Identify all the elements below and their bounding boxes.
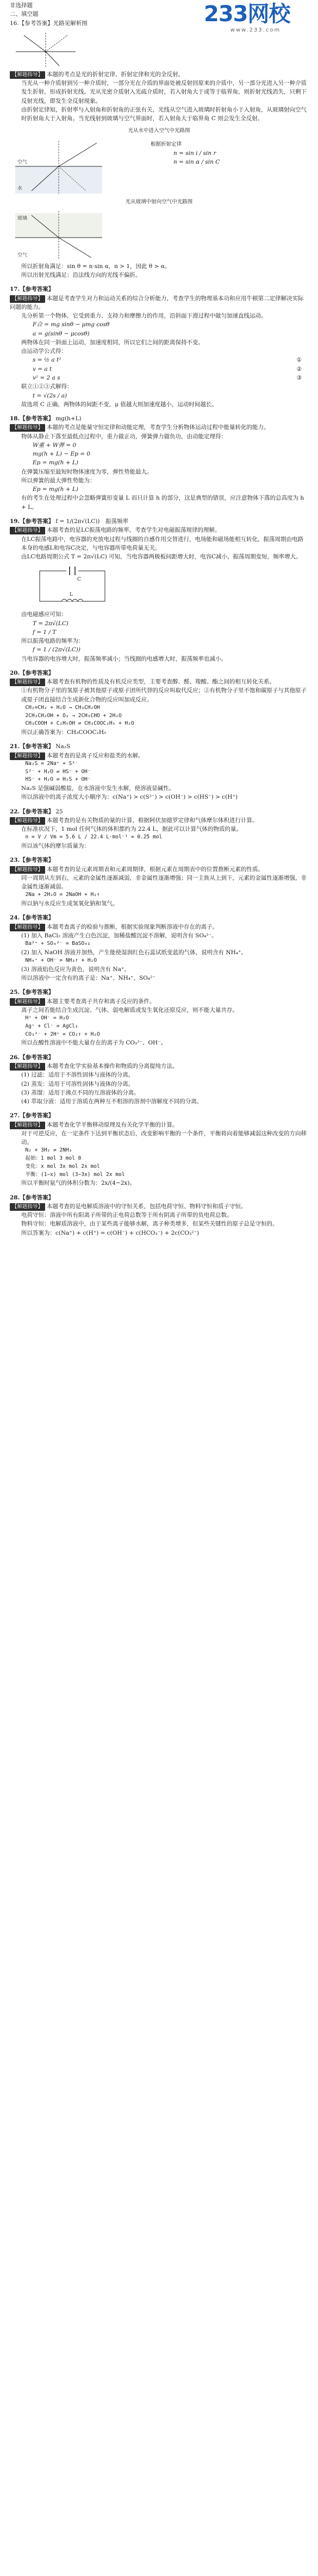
q17-p3: 两物体在同一斜面上运动，加速度相同，所以它们之间的距离保持不变。 <box>21 339 204 346</box>
q19-p4: 由电磁感应可知： <box>21 611 67 618</box>
q17-eqA: s = ½ a t² <box>33 357 61 364</box>
q19-sub-value: 振荡频率 <box>105 518 129 525</box>
q17-p4: 由运动学公式得： <box>21 348 67 355</box>
q17-p2: 先分析第一个物体，它受到重力、支持力和摩擦力的作用，沿斜面下滑过程中做匀加速直线运动。 <box>21 313 267 320</box>
q16-fig2-caption: 光从玻璃中射向空气中光路图 <box>125 199 193 206</box>
q24-p3: (2) 加入 NaOH 溶液并加热，产生能使湿润红色石蕊试纸变蓝的气体，说明含有 NH₄⁺。 <box>21 949 247 956</box>
q19-p3: 由LC电路周期公式 T = 2π√(LC) 可知，当电容器两极板间距增大时，电容C减小，振荡周期变短，频率增大。 <box>21 553 302 561</box>
q26-p3: (2) 蒸发：适用于可溶性固体与液体的分离。 <box>21 1080 134 1087</box>
q16-p1: 本题的考点是光的折射定律、折射定律和光的全反射。 <box>47 71 184 78</box>
q26-analysis-tag: 【解题指导】 <box>10 1063 45 1071</box>
q18-eq4: Ep = mg(h + L) <box>33 486 78 493</box>
q27-p4: 变化：x mol 3x mol 2x mol <box>25 1163 100 1169</box>
q26-p1: 本题考查化学实验基本操作和物质的分离提纯方法。 <box>47 1062 178 1069</box>
q18-heading: 18.【参考答案】 <box>10 415 54 422</box>
q19-eq1: T = 2π√(LC) <box>33 620 68 627</box>
q17-heading: 17.【参考答案】 <box>10 286 54 293</box>
q27-analysis-tag: 【解题指导】 <box>10 1122 45 1129</box>
q24-p4: (3) 溶液焰色反应为黄色，说明含有 Na⁺。 <box>21 966 130 973</box>
q19-lc-circuit-diagram <box>32 564 113 608</box>
logo-mark <box>204 2 307 26</box>
q22-eq1: n = V / Vm = 5.6 L / 22.4 L·mol⁻¹ = 0.25 mol <box>25 834 163 841</box>
q27-p1: 本题考查化学平衡移动原理及有关化学平衡的计算。 <box>47 1121 178 1128</box>
q17-eqA-no: ① <box>296 357 302 364</box>
q20-p1: 本题考查有机物的性质及有机反应类型，主要考查醇、醛、羧酸、酯之间的相互转化关系。 <box>47 679 276 686</box>
q24-eq1: Ba²⁺ + SO₄²⁻ = BaSO₄↓ <box>25 941 91 947</box>
q19-p6: 当电容器的电容增大时，振荡频率减小；当线圈的电感增大时，振荡频率也减小。 <box>21 655 227 662</box>
q17-analysis-tag: 【解题指导】 <box>10 295 45 303</box>
q27-eq1: N₂ + 3H₂ ⇌ 2NH₃ <box>25 1147 72 1154</box>
q17-eqC-no: ③ <box>296 375 302 382</box>
q16-p2: 当光从一种介质射到另一种介质时，一部分光在介质的界面处被反射回原来的介质中，另一部分光进入另一种介质发生折射，形成折射光线。光从光密介质射入光疏介质时，若入射角大于或等于临界角，则折射光线消失，只剩下反射光线，即发生全反射现象。 <box>21 80 307 104</box>
q18-p5: 有的考生在处理过程中会忽略弹簧形变量 L 而只计算 h 的部分，这是典型的错误，应注意物体下落的总高度为 h + L。 <box>21 495 304 511</box>
q24-eq2: NH₄⁺ + OH⁻ = NH₃↑ + H₂O <box>25 957 97 964</box>
q17-p6: 故选项 C 正确，两物体的间距不变，μ 值越大则加速度越小，运动时间越长。 <box>21 401 217 408</box>
q24-p5: 所以溶液中一定含有的离子是：Na⁺、NH₄⁺、SO₄²⁻ <box>21 975 155 982</box>
q23-analysis-tag: 【解题指导】 <box>10 866 45 874</box>
logo-subtitle: www.233.com <box>230 27 281 33</box>
q27-p2: 对于可逆反应，在一定条件下达到平衡状态后，改变影响平衡的一个条件，平衡将向着能够减弱这种改变的方向移动。 <box>21 1130 307 1146</box>
q17-eqB-no: ② <box>296 365 302 372</box>
q17-eq2: a = g(sinθ − μcosθ) <box>33 330 90 337</box>
site-logo <box>204 2 307 36</box>
q25-p3: 所以在酸性溶液中不能大量存在的离子为 CO₃²⁻、OH⁻。 <box>21 1040 167 1047</box>
q19-p1: 本题考查的是LC振荡电路的频率，考查学生对电磁振荡规律的理解。 <box>47 527 221 534</box>
svg-text:水: 水 <box>17 186 23 192</box>
q16-note: 所以出射光线满足：沿法线方向的光线不偏折。 <box>21 272 141 279</box>
q22-analysis-tag: 【解题指导】 <box>10 817 45 825</box>
q21-eq1: Na₂S = 2Na⁺ + S²⁻ <box>25 760 78 767</box>
q23-p2: 同一周期从左到右，元素的金属性逐渐减弱，非金属性逐渐增强；同一主族从上到下，元素的金属性逐渐增强，非金属性逐渐减弱。 <box>21 874 307 891</box>
q23-eq1: 2Na + 2H₂O = 2NaOH + H₂↑ <box>25 892 100 898</box>
q27-p3: 起始：1 mol 3 mol 0 <box>25 1155 82 1162</box>
section-subtitle: 二、填空题 <box>10 11 39 18</box>
q19-heading: 19.【参考答案】 <box>10 518 54 525</box>
q19-p5: 所以振荡电路的频率为： <box>21 638 84 645</box>
q17-p1: 本题是考查学生对力和运动关系的综合分析能力，考查学生的物理基本功和应用牛顿第二定律解决实际问题的能力。 <box>10 295 304 310</box>
q25-eq1: H⁺ + OH⁻ = H₂O <box>25 1015 69 1022</box>
q16-analysis-tag: 【解题指导】 <box>10 71 45 79</box>
q18-eq2: mg(h + L) − Ep = 0 <box>33 451 91 458</box>
q20-p3: 所以正确答案为：CH₃COOC₂H₅ <box>21 729 107 736</box>
svg-text:C: C <box>77 577 81 583</box>
q21-heading: 21.【参考答案】 <box>10 743 54 750</box>
q23-heading: 23.【参考答案】 <box>10 857 54 864</box>
q16-conclusion: 所以折射角满足：sin θ = n·sin α，n > 1，因此 θ > α。 <box>21 263 171 270</box>
q18-analysis-tag: 【解题指导】 <box>10 424 45 432</box>
svg-text:空气: 空气 <box>17 252 28 258</box>
q22-heading: 22.【参考答案】 <box>10 808 54 815</box>
q18-p4: 所以弹簧的最大弹性势能为： <box>21 477 96 484</box>
q21-eq3: HS⁻ + H₂O ⇌ H₂S + OH⁻ <box>25 776 91 783</box>
q19-p2: 在LC振荡电路中，电容器的充放电过程与线圈的自感作用交替进行，电场能和磁场能相互转化，振荡周期由电路本身的电感L和电容C决定，与电容器所带电荷量无关。 <box>21 536 304 551</box>
q25-p1: 本题主要考查离子共存和离子反应的条件。 <box>47 998 155 1005</box>
q18-eq3: Ep = mg(h + L) <box>33 459 78 466</box>
q16-law-label: 根据折射定律 <box>151 141 182 148</box>
q18-p3: 在弹簧压缩至最短时物体速度为零，弹性势能最大。 <box>21 468 153 475</box>
q27-p5: 平衡：(1−x) mol (3−3x) mol 2x mol <box>25 1171 125 1178</box>
q16-law-2: n = sin α / sin C <box>173 159 220 166</box>
q26-p2: (1) 过滤：适用于不溶性固体与液体的分离。 <box>21 1072 134 1079</box>
q25-p2: 离子之间若能结合生成沉淀、气体、弱电解质或发生氧化还原反应，则不能大量共存。 <box>21 1007 238 1014</box>
svg-text:空气: 空气 <box>17 160 28 166</box>
q17-p5: 联立①②③式解得： <box>21 383 73 390</box>
q17-eqC: v² = 2 a s <box>33 375 60 382</box>
q28-p2: 电荷守恒：溶液中所有阳离子所带的正电荷总数等于所有阴离子所带的负电荷总数。 <box>21 1212 233 1219</box>
q20-chem3: CH₃COOH + C₂H₅OH ⇌ CH₃COOC₂H₅ + H₂O <box>25 720 134 727</box>
q17-eqB: v = a t <box>33 365 52 372</box>
q26-p4: (3) 蒸馏：适用于沸点不同的互溶液体的分离。 <box>21 1089 140 1096</box>
q22-p2: 在标准状况下，1 mol 任何气体的体积都约为 22.4 L，据此可以计算气体的物质的量。 <box>21 826 242 833</box>
q18-p2: 物体从静止下落至最低点过程中，重力做正功，弹簧弹力做负功，由动能定理得： <box>21 433 227 440</box>
q28-heading: 28.【参考答案】 <box>10 1194 54 1201</box>
q25-heading: 25.【参考答案】 <box>10 989 54 996</box>
q26-p5: (4) 萃取分液：适用于溶质在两种互不相溶的溶剂中溶解度不同的分离。 <box>21 1098 203 1105</box>
section-title: 非选择题 <box>10 2 33 9</box>
q21-head-value: Na₂S <box>55 743 71 750</box>
q22-head-value: 25 <box>55 808 63 815</box>
q20-chem2: 2CH₃CH₂OH + O₂ → 2CH₃CHO + 2H₂O <box>25 712 122 719</box>
q16-light-sketch <box>13 30 78 68</box>
q16-water-air-diagram <box>10 136 108 196</box>
q20-heading: 20.【参考答案】 <box>10 669 54 676</box>
q27-heading: 27.【参考答案】 <box>10 1112 54 1119</box>
q27-p6: 所以平衡时氨气的体积分数为：2x/(4−2x)。 <box>21 1180 135 1187</box>
q21-analysis-tag: 【解题指导】 <box>10 752 45 760</box>
q22-p3: 所以该气体的摩尔质量为： <box>21 843 90 850</box>
logo-text: 233网校 <box>204 2 290 27</box>
q18-head-value: mg(h+L) <box>55 415 82 422</box>
q21-p3: 所以溶液中的离子浓度大小顺序为：c(Na⁺) > c(S²⁻) > c(OH⁻) > c(HS⁻) > c(H⁺) <box>21 794 238 801</box>
q21-p1: 本题考查的是离子反应和盐类的水解。 <box>47 752 144 759</box>
q19-eq2: f = 1 / T <box>33 629 57 636</box>
q19-eq3: f = 1 / (2π√(LC)) <box>33 646 80 654</box>
q23-p1: 本题考查的是元素周期表和元素周期律，根据元素在周期表中的位置推断元素的性质。 <box>47 866 264 873</box>
q23-p3: 所以钠与水反应生成氢氧化钠和氢气。 <box>21 900 119 907</box>
q17-result: t = √(2s / a) <box>33 392 67 399</box>
q16-glass-air-diagram <box>10 208 108 262</box>
q16-heading: 16.【参考答案】光路见解析图 <box>10 20 88 27</box>
q22-p1: 本题考查的是有关物质的量的计算，根据阿伏加德罗定律和气体摩尔体积进行计算。 <box>47 817 258 824</box>
q28-p1: 本题考查的是电解质溶液中的守恒关系，包括电荷守恒、物料守恒和质子守恒。 <box>47 1203 247 1210</box>
q16-fig1-caption: 光从水中进入空气中光路图 <box>128 128 190 134</box>
q19-head-value: f = 1/(2π√(LC)) <box>55 518 100 525</box>
q25-eq2: Ag⁺ + Cl⁻ = AgCl↓ <box>25 1023 78 1029</box>
q21-p2: Na₂S 是强碱弱酸盐，在水溶液中发生水解，使溶液显碱性。 <box>21 785 175 792</box>
q25-analysis-tag: 【解题指导】 <box>10 998 45 1006</box>
q28-analysis-tag: 【解题指导】 <box>10 1203 45 1211</box>
q18-p1: 本题的考点是能量守恒定律和动能定理，考查学生分析物体运动过程中能量转化的能力。 <box>47 424 270 431</box>
q24-p1: 本题考查离子的检验与推断，根据实验现象判断溶液中存在的离子。 <box>47 923 219 930</box>
q21-eq2: S²⁻ + H₂O ⇌ HS⁻ + OH⁻ <box>25 768 91 775</box>
q16-p3: 由折射定律知，折射率与入射角和折射角的正弦有关，光线从空气进入玻璃时折射角小于入射角，从玻璃射向空气时折射角大于入射角。当光线射到玻璃与空气界面时，若入射角大于临界角 C 则会发生全反射。 <box>21 106 307 122</box>
q20-p2: ①有机物分子里的氢原子被其他原子或原子团所代替的反应叫取代反应；②有机物分子里不饱和碳原子与其他原子或原子团直接结合生成新化合物的反应叫加成反应。 <box>21 687 307 703</box>
q28-p3: 物料守恒：电解质溶液中，由于某些离子能够水解，离子种类增多，但某些关键性的原子总是守恒的。 <box>21 1221 278 1228</box>
q24-heading: 24.【参考答案】 <box>10 914 54 922</box>
q18-eq1: W重 + W弹 = 0 <box>33 441 77 449</box>
svg-text:L: L <box>70 592 73 598</box>
q20-chem1: CH₂=CH₂ + H₂O → CH₃CH₂OH <box>25 704 100 711</box>
q24-analysis-tag: 【解题指导】 <box>10 924 45 931</box>
q25-eq3: CO₃²⁻ + 2H⁺ = CO₂↑ + H₂O <box>25 1031 100 1037</box>
svg-text:玻璃: 玻璃 <box>17 215 28 221</box>
q20-analysis-tag: 【解题指导】 <box>10 679 45 686</box>
q19-analysis-tag: 【解题指导】 <box>10 527 45 534</box>
q24-p2: (1) 加入 BaCl₂ 溶液产生白色沉淀，加稀盐酸沉淀不溶解，说明含有 SO₄²⁻。 <box>21 932 217 939</box>
q16-law-1: n = sin i / sin r <box>173 150 216 157</box>
q28-p4: 所以答案为：c(Na⁺) + c(H⁺) = c(OH⁻) + c(HCO₃⁻) + 2c(CO₃²⁻) <box>21 1229 199 1236</box>
q17-eq1: F合 = mg sinθ − μmg cosθ <box>33 321 110 328</box>
q26-heading: 26.【参考答案】 <box>10 1054 54 1061</box>
